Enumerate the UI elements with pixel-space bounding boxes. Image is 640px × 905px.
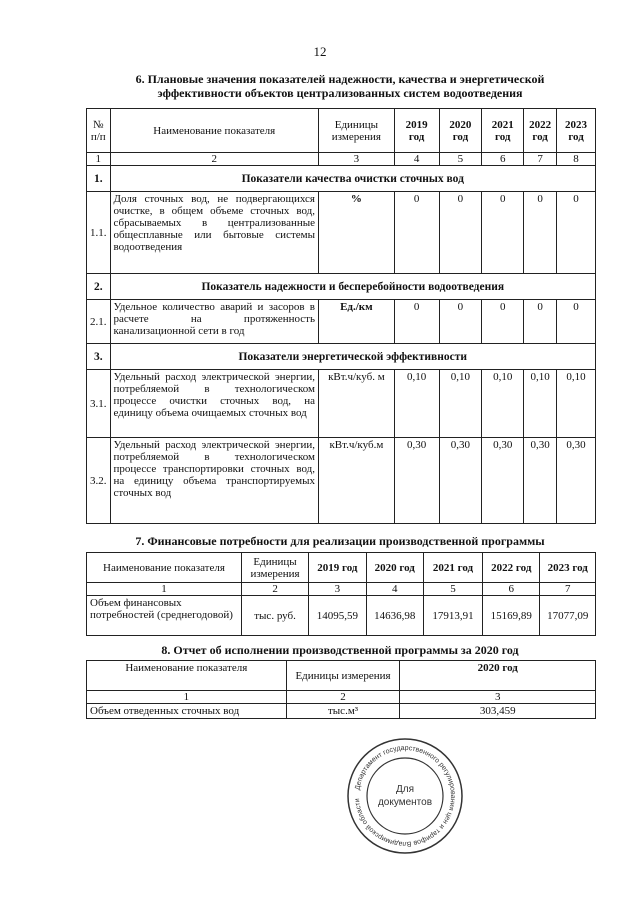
indicator-name: Объем отведенных сточных вод	[87, 704, 287, 719]
column-numbers-row	[87, 691, 596, 704]
value: 0	[482, 300, 524, 344]
indicator-name: Удельный расход электрической энергии, потребляемой в технологическом процессе транспортировки сточных вод, на единицу объема транспортируемых сточных вод	[110, 438, 319, 524]
header-year: 2022 год	[524, 109, 557, 153]
header-year: 2021 год	[482, 109, 524, 153]
col-number: 7	[540, 583, 596, 596]
unit: Ед./км	[319, 300, 395, 344]
group-row	[87, 274, 596, 300]
stamp-center-line2: документов	[377, 797, 433, 808]
unit: кВт.ч/куб.м	[319, 438, 395, 524]
official-stamp	[345, 736, 465, 856]
value: 15169,89	[483, 596, 540, 636]
stamp-center-line1: Для	[395, 784, 415, 795]
indicator-name: Доля сточных вод, не подвергающихся очистке, в общем объеме сточных вод, сбрасываемых в централизованные общесплавные или бытовые системы водоотведения	[110, 192, 319, 274]
group-num: 1.	[87, 166, 111, 192]
group-row	[87, 166, 596, 192]
value: 0	[439, 300, 482, 344]
column-numbers-row	[87, 583, 596, 596]
section6-title	[70, 72, 610, 100]
section6-title-line2: эффективности объектов централизованных систем водоотведения	[157, 86, 523, 100]
table-row	[87, 300, 596, 344]
value: 0,30	[482, 438, 524, 524]
group-title: Показатели качества очистки сточных вод	[110, 166, 596, 192]
col-number: 1	[87, 153, 111, 166]
col-number: 1	[87, 583, 242, 596]
unit: кВт.ч/куб. м	[319, 370, 395, 438]
group-title: Показатели энергетической эффективности	[110, 344, 596, 370]
header-year: 2020 год	[366, 553, 423, 583]
col-number: 3	[309, 583, 366, 596]
value: 0,10	[394, 370, 439, 438]
section8-title: 8. Отчет об исполнении производственной программы за 2020 год	[161, 643, 519, 657]
report-table	[86, 660, 596, 719]
header-year: 2020 год	[439, 109, 482, 153]
table-row	[87, 596, 596, 636]
row-num: 1.1.	[87, 192, 111, 274]
value: 0	[394, 192, 439, 274]
stamp-outer-ring	[348, 739, 462, 853]
header-unit: Единицы измерения	[319, 109, 395, 153]
indicator-name: Удельное количество аварий и засоров в расчете на протяженность канализационной сети в год	[110, 300, 319, 344]
col-number: 7	[524, 153, 557, 166]
value: 0,30	[394, 438, 439, 524]
table-row	[87, 438, 596, 524]
value: 0	[394, 300, 439, 344]
col-number: 1	[87, 691, 287, 704]
value: 0	[439, 192, 482, 274]
value: 303,459	[400, 704, 596, 719]
value: 17077,09	[540, 596, 596, 636]
header-unit: Единицы измерения	[241, 553, 308, 583]
col-number: 4	[366, 583, 423, 596]
value: 0	[557, 300, 596, 344]
page-number: 12	[313, 44, 327, 59]
unit: тыс. руб.	[241, 596, 308, 636]
header-num: № п/п	[87, 109, 111, 153]
value: 0,30	[524, 438, 557, 524]
header-unit: Единицы измерения	[286, 661, 400, 691]
col-number: 3	[400, 691, 596, 704]
header-name: Наименование показателя	[110, 109, 319, 153]
col-number: 6	[482, 153, 524, 166]
group-num: 3.	[87, 344, 111, 370]
col-number: 8	[557, 153, 596, 166]
indicators-table	[86, 108, 596, 524]
group-num: 2.	[87, 274, 111, 300]
value: 14636,98	[366, 596, 423, 636]
table-row	[87, 370, 596, 438]
table-row	[87, 704, 596, 719]
section7-title: 7. Финансовые потребности для реализации производственной программы	[135, 534, 545, 548]
header-year: 2022 год	[483, 553, 540, 583]
unit: %	[319, 192, 395, 274]
col-number: 6	[483, 583, 540, 596]
value: 0	[482, 192, 524, 274]
row-num: 2.1.	[87, 300, 111, 344]
stamp-ring-text: Департамент государственного регулирования цен и тарифов Владимирской области	[354, 744, 457, 848]
indicator-name: Объем финансовых потребностей (среднегодовой)	[87, 596, 242, 636]
value: 0	[524, 300, 557, 344]
column-numbers-row	[87, 153, 596, 166]
header-year: 2023 год	[557, 109, 596, 153]
value: 0,10	[482, 370, 524, 438]
financial-table	[86, 552, 596, 636]
value: 0,30	[557, 438, 596, 524]
value: 0,10	[439, 370, 482, 438]
group-row	[87, 344, 596, 370]
row-num: 3.2.	[87, 438, 111, 524]
header-year: 2021 год	[423, 553, 482, 583]
row-num: 3.1.	[87, 370, 111, 438]
value: 0,10	[557, 370, 596, 438]
table-row	[87, 192, 596, 274]
header-year: 2020 год	[400, 661, 596, 691]
stamp-inner-ring	[367, 758, 443, 834]
value: 0	[524, 192, 557, 274]
col-number: 3	[319, 153, 395, 166]
col-number: 2	[286, 691, 400, 704]
unit: тыс.м³	[286, 704, 400, 719]
col-number: 5	[439, 153, 482, 166]
value: 0,10	[524, 370, 557, 438]
col-number: 2	[110, 153, 319, 166]
col-number: 5	[423, 583, 482, 596]
group-title: Показатель надежности и бесперебойности водоотведения	[110, 274, 596, 300]
value: 17913,91	[423, 596, 482, 636]
col-number: 4	[394, 153, 439, 166]
indicator-name: Удельный расход электрической энергии, потребляемой в технологическом процессе очистки сточных вод, на единицу объема очищаемых сточных вод	[110, 370, 319, 438]
header-year: 2019 год	[394, 109, 439, 153]
value: 0,30	[439, 438, 482, 524]
col-number: 2	[241, 583, 308, 596]
section6-title-line1: 6. Плановые значения показателей надежности, качества и энергетической	[135, 72, 545, 86]
header-name: Наименование показателя	[87, 553, 242, 583]
header-year: 2019 год	[309, 553, 366, 583]
value: 0	[557, 192, 596, 274]
value: 14095,59	[309, 596, 366, 636]
header-year: 2023 год	[540, 553, 596, 583]
header-name: Наименование показателя	[87, 661, 287, 691]
